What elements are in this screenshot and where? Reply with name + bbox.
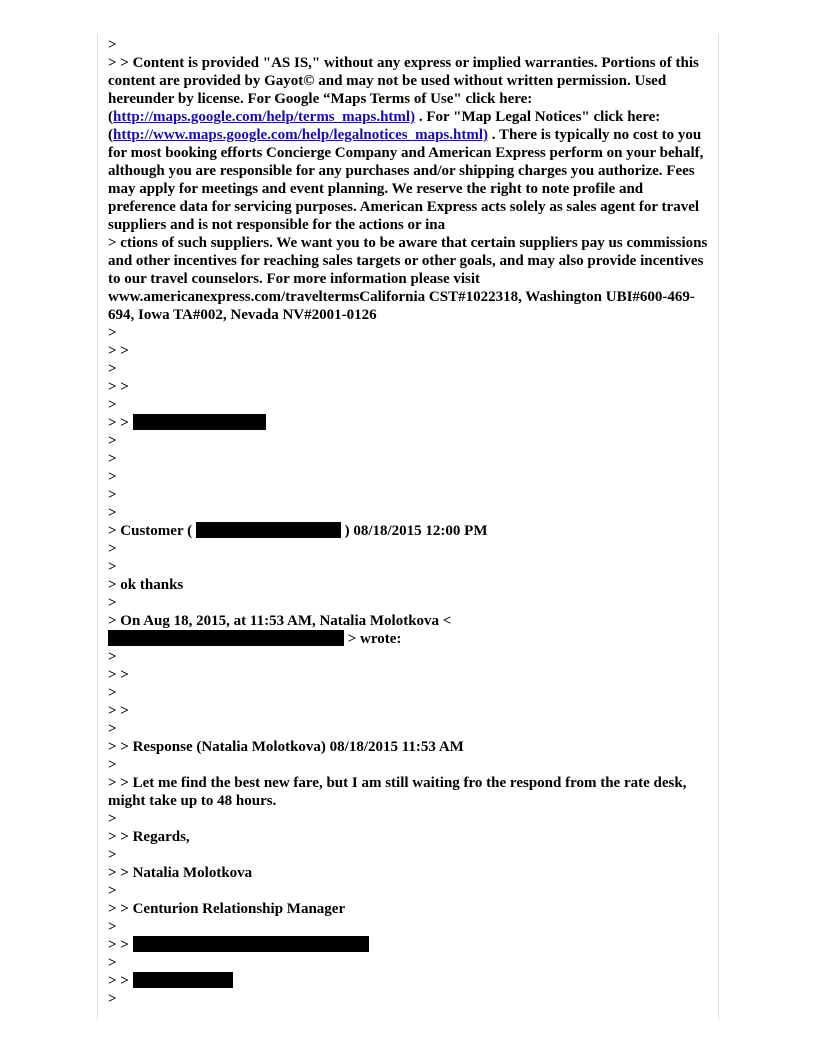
disclaimer-paragraph [108,54,708,234]
redacted-line [108,936,708,954]
quote-line: > [108,847,117,863]
on-date-line: > On Aug 18, 2015, at 11:53 AM, Natalia Molotkova < [108,613,452,629]
quote-line: > [108,325,117,341]
quote-line: > > [108,703,129,719]
quote-line: > [108,541,117,557]
legal-notices-link[interactable]: http://www.maps.google.com/help/legalnotices_maps.html) [113,127,488,143]
quote-line: > [108,361,117,377]
disclaimer-text-1: > > Content is provided "AS IS," without any express or implied warranties. Portions of this content are provided by Gayot© and may not be used without written permission. Used hereunder by license. For Google “Maps Terms of Use" click here: ( [108,55,699,125]
quote-line: > [108,559,117,575]
quote-line: > [108,451,117,467]
quote-marker: > > [108,973,129,989]
ok-thanks-line: > ok thanks [108,577,184,593]
wrote-line [108,630,708,648]
quote-line: > [108,595,117,611]
redaction-block [133,414,266,430]
customer-line [108,522,708,540]
page-border-right [718,34,719,1019]
disclaimer-paragraph-continued: > ctions of such suppliers. We want you to be aware that certain suppliers pay us commissions and other incentives for reaching sales targets or other goals, and may also provide incentives to our travel counselors. For more information please visit www.americanexpress.com/traveltermsCalifornia CST#1022318, Washington UBI#600-469-694, Iowa TA#002, Nevada NV#2001-0126 [108,235,708,323]
quote-line: > [108,487,117,503]
quote-line: > [108,685,117,701]
quote-line: > [108,919,117,935]
signature-title: > > Centurion Relationship Manager [108,901,346,917]
maps-terms-link[interactable]: http://maps.google.com/help/terms_maps.html) [113,109,416,125]
quote-line: > [108,955,117,971]
redacted-line [108,972,708,990]
quote-line: > [108,433,117,449]
quote-line: > [108,469,117,485]
response-header: > > Response (Natalia Molotkova) 08/18/2015 11:53 AM [108,739,464,755]
quote-marker: > > [108,415,129,431]
email-body [108,36,708,1008]
redaction-block [133,936,369,952]
quote-line: > [108,649,117,665]
customer-prefix: > Customer ( [108,523,193,539]
response-body: > > Let me find the best new fare, but I am still waiting fro the respond from the rate desk, might take up to 48 hours. [108,775,687,809]
quote-line: > [108,397,117,413]
quote-line: > > [108,343,129,359]
quote-line: > [108,757,117,773]
quote-line: > [108,883,117,899]
regards-line: > > Regards, [108,829,190,845]
quote-line: > [108,37,117,53]
page-border-left [97,34,98,1019]
redacted-line [108,414,708,432]
customer-timestamp: ) 08/18/2015 12:00 PM [344,523,488,539]
quote-line: > [108,721,117,737]
quote-line: > > [108,667,129,683]
disclaimer-text-2: . For "Map Legal Notices" click here: ( [108,109,661,143]
disclaimer-text-3: . There is typically no cost to you for most booking efforts Concierge Company and American Express perform on your behalf, although you are responsible for any purchases and/or shipping charges you authorize. Fees may apply for meetings and event planning. We reserve the right to note profile and preference data for servicing purposes. American Express acts solely as sales agent for travel suppliers and is not responsible for the actions or ina [108,127,704,233]
quote-line: > [108,811,117,827]
redaction-block [108,630,344,646]
redaction-block [196,522,341,538]
quote-line: > > [108,379,129,395]
redaction-block [133,972,233,988]
signature-name: > > Natalia Molotkova [108,865,253,881]
wrote-text: > wrote: [347,631,402,647]
quote-line: > [108,505,117,521]
quote-marker: > > [108,937,129,953]
quote-line: > [108,991,117,1007]
